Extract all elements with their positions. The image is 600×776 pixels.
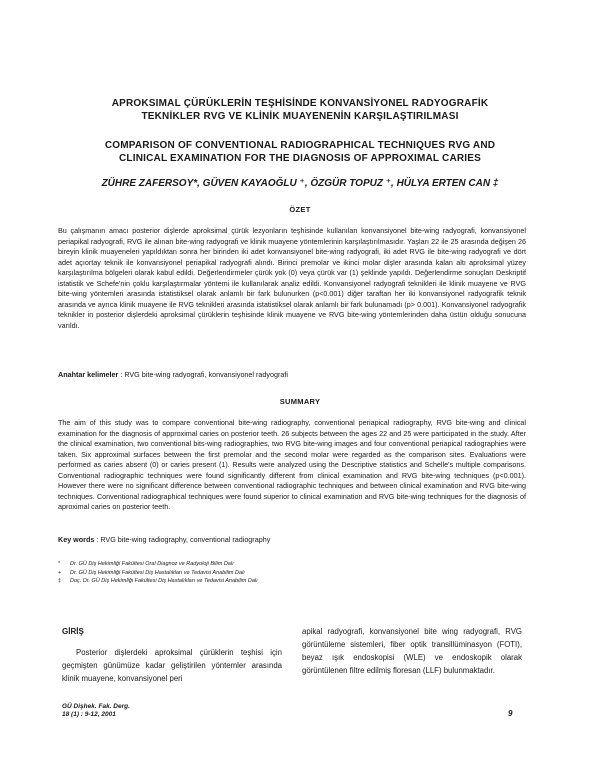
english-title-line2: CLINICAL EXAMINATION FOR THE DIAGNOSIS OF APPROXIMAL CARIES [119, 153, 481, 164]
summary-text: The aim of this study was to compare conventional bite-wing radiography, conventional periapical radiography, RVG bite-wing and clinical examination for the diagnosis of approximal caries on posterior teeth. 26 subjects between the ages 22 and 25 were participated in the study. After the clinical examination, two conventional bits-wing radiographies, two RVG bite-wing images and four conventional periapical radiographies were taken. Six approximal surfaces between the first premolar and the second molar were regarded as the comparison sites. Evaluations were performed as caries absent (0) or caries present (1). Results were analyzed using the Descriptive statistics and Schelle's multiple comparisons. Conventional radiographic techniques were found significantly different from clinical examination and RVG bite-wing techniques (p<0.001). However there were no significant difference between conventional radiographic techniques and between clinical examination and RVG bite-wing techniques. Conventional radiographical techniques were found superior to clinical examination and RVG bite-wing techniques for the diagnosis of aproximal caries on posterior teeth. [58, 418, 526, 511]
ozet-heading: ÖZET [289, 205, 311, 214]
authors: ZÜHRE ZAFERSOY*, GÜVEN KAYAOĞLU ⁺, ÖZGÜR TOPUZ ⁺, HÜLYA ERTEN CAN ‡ [101, 178, 499, 189]
turkish-title-line1: APROKSIMAL ÇÜRÜKLERİN TEŞHİSİNDE KONVANSİYONEL RADYOGRAFİK [111, 98, 489, 109]
footnotes [58, 560, 528, 586]
giris-heading: GİRİŞ [62, 627, 84, 636]
journal-citation [62, 703, 130, 719]
summary-heading: SUMMARY [279, 397, 321, 406]
journal-volume: 18 (1) : 9-12, 2001 [62, 711, 116, 718]
giris-right-text: apikal radyografi, konvansiyonel bite wing radyografi, RVG görüntüleme sistemleri, fiber optik transillüminasyon (FOTI), beyaz ışık endoskopisi (WLE) ve endoskopik olarak görüntülenen filtre edilmiş floresan (LLF) bulunmaktadır. [302, 627, 522, 675]
turkish-title [60, 97, 540, 123]
ozet-text: Bu çalışmanın amacı posterior dişlerde aproksimal çürük lezyonların teşhisinde kullanılan konvansiyonel bite-wing radyografi, konvansiyonel periapikal radyografi, RVG ile alınan bite-wing radyografi ve klinik muayene yöntemlerinin karşılaştırılmasıdır. Yaşları 22 ile 25 arasında değişen 26 bireyin klinik muayeneleri yapıldıktan sonra her birinden iki adet konvansiyonel bite-wing radyografi, iki adet RVG ile bite-wing radyografi ve dört adet açıortay teknik ile konvansiyonel periapikal radyografi alındı. Birinci premolar ve ikinci molar dişler arasında kalan altı aproksimal yüzey karşılaştırılma bölgeleri olarak kabul edildi. Değerlendirmeler çürük yok (0) veya çürük var (1) şeklinde yapıldı. Değerlendirme sonuçları Deskriptif istatistik ve Schefe'nin çoklu karşılaştırmalar yöntemi ile kullanılarak analiz edildi. Konvansiyonel radyografi teknikleri ile klinik muayene ve RVG bite-wing yöntemleri arasında istatistiksel olarak anlamlı bir fark bulunurken (p<0.001) diğer taraftan her iki konvansiyonel radyografik teknik arasında ve ayrıca klinik muayene ile RVG teknikleri arasında istatistiksel olarak anlamlı bir fark bulunamadı (p> 0.001). Konvansiyonel radyografik teknikler in posterior dişlerdeki aproksimal çürüklerin teşhisinde klinik muayene ve RVG bite-wing yöntemlerinden daha üstün olduğu sonucuna varıldı. [58, 226, 526, 330]
giris-left-text: Posterior dişlerdeki aproksimal çürüklerin teşhisi için geçmişten günümüze kadar geliştirilen yöntemler arasında klinik muayene, konvansiyonel peri [62, 648, 282, 683]
english-title [60, 139, 540, 165]
english-title-line1: COMPARISON OF CONVENTIONAL RADIOGRAPHICAL TECHNIQUES RVG AND [104, 140, 496, 151]
journal-name: GÜ Dişhek. Fak. Derg. [62, 703, 130, 710]
footnote [58, 577, 528, 586]
anahtar-text: : RVG bite-wing radyografi, konvansiyonel radyografi [118, 370, 288, 379]
right-column [302, 625, 522, 677]
footnote-text: Doç. Dr. GÜ Diş Hekimliği Fakültesi Diş Hastalıkları ve Tedavisi Anabilim Dalı [70, 578, 258, 584]
footnote [58, 560, 528, 569]
page-number: 9 [508, 709, 513, 718]
keywords-label: Key words [58, 535, 95, 544]
footnote-text: Dr. GÜ Diş Hekimliği Fakültesi Diş Hastalıkları ve Tedavisi Anabilim Dalı [70, 569, 245, 576]
footnote-text: Dr. GÜ Diş Hekimliği Fakültesi Oral Diagnoz ve Radyoloji Bilim Dalı [70, 561, 234, 567]
footnote-mark: + [58, 569, 62, 576]
anahtar-label: Anahtar kelimeler [58, 370, 119, 379]
turkish-title-line2: TEKNİKLER RVG VE KLİNİK MUAYENENİN KARŞILAŞTIRILMASI [141, 111, 459, 122]
footnote-mark: ‡ [58, 578, 62, 584]
footnote [58, 569, 528, 578]
keywords-text: : RVG bite-wing radiography, conventional radiography [94, 535, 271, 544]
anahtar-kelimeler [58, 370, 526, 380]
footnote-mark: * [58, 561, 61, 567]
left-column [62, 625, 282, 685]
key-words [58, 535, 526, 545]
